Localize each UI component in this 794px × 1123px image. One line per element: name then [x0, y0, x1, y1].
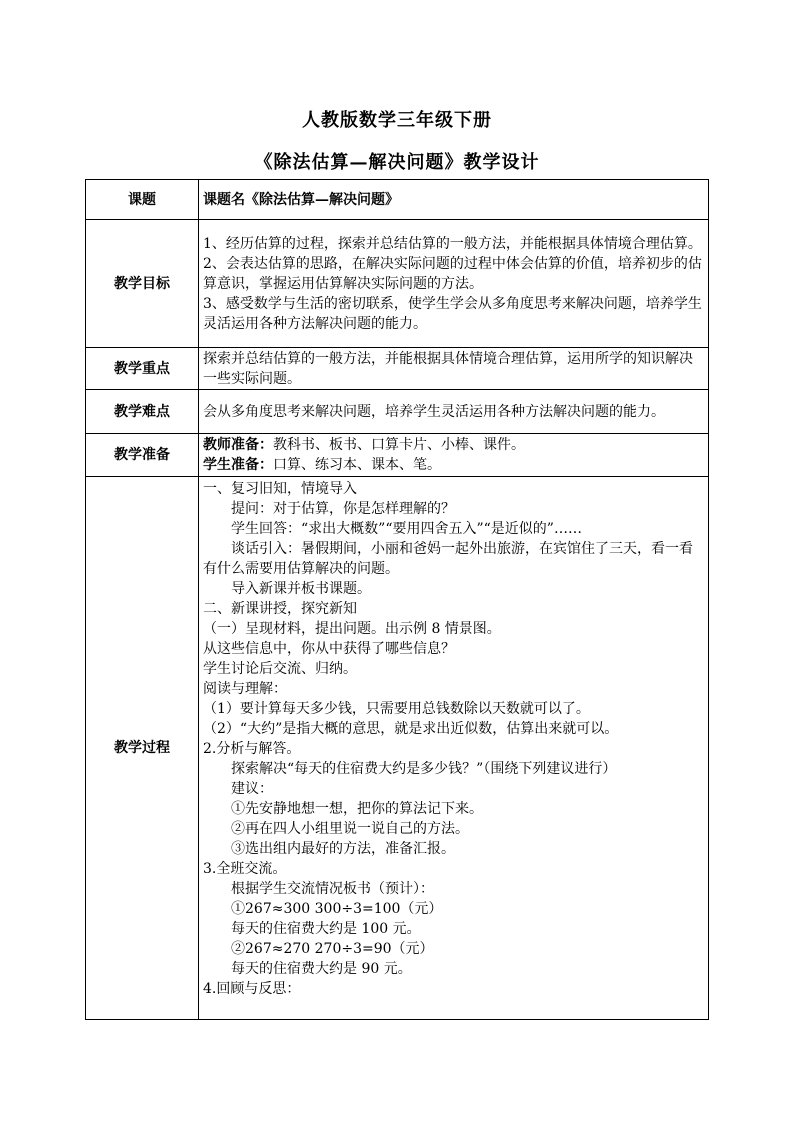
- process-line: 2.分析与解答。: [203, 741, 301, 757]
- process-content: [199, 477, 709, 1020]
- topic-label: 课题: [86, 180, 199, 220]
- process-line: 从这些信息中，你从中获得了哪些信息？: [203, 641, 455, 657]
- process-line: 谈话引入：暑假期间，小丽和爸妈一起外出旅游，在宾馆住了三天，看一看有什么需要用估算解决的问题。: [203, 541, 693, 577]
- process-line: 提问：对于估算，你是怎样理解的？: [231, 501, 455, 517]
- goals-content: [199, 220, 709, 348]
- preparation-content: [199, 434, 709, 477]
- process-line: （2）“大约”是指大概的意思，就是求出近似数，估算出来就可以。: [203, 721, 619, 737]
- process-line: 学生讨论后交流、归纳。: [203, 661, 357, 677]
- process-label: 教学过程: [86, 477, 199, 1020]
- goal-item-3: 3、感受数学与生活的密切联系，使学生学会从多角度思考来解决问题，培养学生灵活运用各种方法解决问题的能力。: [203, 295, 702, 332]
- process-line: ②267≈270 270÷3=90（元）: [231, 941, 434, 957]
- lesson-plan-table: [85, 179, 709, 1020]
- process-line: ③选出组内最好的方法，准备汇报。: [231, 841, 455, 857]
- table-row-goals: [86, 220, 709, 348]
- process-line: （一）呈现材料，提出问题。出示例 8 情景图。: [203, 621, 501, 637]
- preparation-label: 教学准备: [86, 434, 199, 477]
- process-line: 阅读与理解：: [203, 681, 287, 697]
- difficulty-label: 教学难点: [86, 390, 199, 434]
- process-line: ①先安静地想一想，把你的算法记下来。: [231, 801, 483, 817]
- table-row-key-points: [86, 348, 709, 390]
- key-points-label: 教学重点: [86, 348, 199, 390]
- table-row-preparation: [86, 434, 709, 477]
- process-line: 建议：: [231, 781, 273, 797]
- process-line: 导入新课并板书课题。: [231, 581, 371, 597]
- student-prep-line: [203, 455, 704, 475]
- process-line: 每天的住宿费大约是 90 元。: [231, 961, 412, 977]
- process-line: 二、新课讲授，探究新知: [203, 601, 357, 617]
- goals-label: 教学目标: [86, 220, 199, 348]
- process-line: 根据学生交流情况板书（预计）：: [231, 881, 434, 897]
- process-line: ①267≈300 300÷3=100（元）: [231, 901, 443, 917]
- student-prep-label: 学生准备：: [203, 457, 273, 473]
- goal-item-2: 2、会表达估算的思路，在解决实际问题的过程中体会估算的价值，培养初步的估算意识，掌握运用估算解决实际问题的方法。: [203, 255, 702, 292]
- process-line: 学生回答：“求出大概数”“要用四舍五入”“是近似的”……: [231, 521, 582, 537]
- document-title: 人教版数学三年级下册: [302, 110, 492, 131]
- process-line: （1）要计算每天多少钱，只需要用总钱数除以天数就可以了。: [203, 701, 590, 717]
- teacher-prep-text: 教科书、板书、口算卡片、小棒、课件。: [273, 437, 525, 453]
- table-row-process: [86, 477, 709, 1020]
- process-line: 4.回顾与反思：: [203, 981, 301, 997]
- table-row-topic: [86, 180, 709, 220]
- process-line: ②再在四人小组里说一说自己的方法。: [231, 821, 469, 837]
- difficulty-content: 会从多角度思考来解决问题，培养学生灵活运用各种方法解决问题的能力。: [199, 390, 709, 434]
- process-line: 探索解决“每天的住宿费大约是多少钱？”（围绕下列建议进行）: [231, 761, 617, 777]
- key-points-content: 探索并总结估算的一般方法，并能根据具体情境合理估算，运用所学的知识解决一些实际问题。: [199, 348, 709, 390]
- table-row-difficulty: [86, 390, 709, 434]
- process-line: 每天的住宿费大约是 100 元。: [231, 921, 421, 937]
- goal-item-1: 1、经历估算的过程，探索并总结估算的一般方法，并能根据具体情境合理估算。: [203, 235, 702, 252]
- document-subtitle: 《除法估算—解决问题》教学设计: [254, 152, 540, 173]
- process-line: 一、复习旧知，情境导入: [203, 481, 357, 497]
- topic-content: 课题名《除法估算—解决问题》: [199, 180, 709, 220]
- teacher-prep-label: 教师准备：: [203, 437, 273, 453]
- process-line: 3.全班交流。: [203, 861, 287, 877]
- student-prep-text: 口算、练习本、课本、笔。: [273, 457, 441, 473]
- teacher-prep-line: [203, 435, 704, 455]
